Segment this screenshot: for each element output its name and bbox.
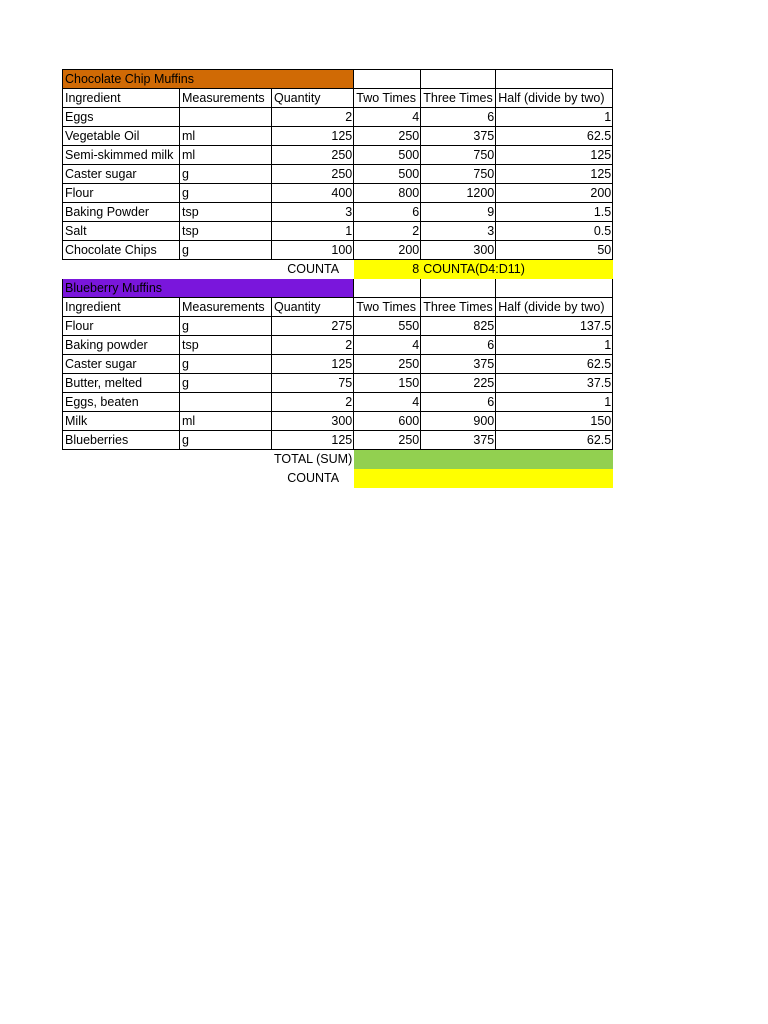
spreadsheet	[62, 69, 613, 488]
ingredient-cell[interactable]: Salt	[63, 222, 180, 241]
measurement-cell[interactable]: g	[180, 165, 272, 184]
half-cell[interactable]: 37.5	[496, 374, 613, 393]
measurement-cell[interactable]	[180, 108, 272, 127]
empty-cell[interactable]	[421, 279, 496, 298]
measurement-cell[interactable]: g	[180, 317, 272, 336]
table-row	[63, 317, 613, 336]
measurement-cell[interactable]: g	[180, 355, 272, 374]
measurement-cell[interactable]: g	[180, 431, 272, 450]
two-times-cell[interactable]: 500	[354, 146, 421, 165]
three-times-cell[interactable]: 300	[421, 241, 496, 260]
blue-counta-label[interactable]: COUNTA	[287, 471, 340, 485]
ingredient-cell[interactable]: Baking powder	[63, 336, 180, 355]
ingredient-cell[interactable]: Caster sugar	[63, 165, 180, 184]
quantity-cell[interactable]: 300	[272, 412, 354, 431]
header-three-times[interactable]: Three Times	[421, 298, 496, 317]
table-row	[63, 412, 613, 431]
choc-title-row	[63, 70, 613, 89]
quantity-cell[interactable]: 250	[272, 165, 354, 184]
half-cell[interactable]: 62.5	[496, 127, 613, 146]
header-quantity[interactable]: Quantity	[272, 298, 354, 317]
empty-cell[interactable]	[63, 450, 180, 469]
half-cell[interactable]: 0.5	[496, 222, 613, 241]
quantity-cell[interactable]: 275	[272, 317, 354, 336]
header-ingredient[interactable]: Ingredient	[63, 89, 180, 108]
header-half[interactable]: Half (divide by two)	[496, 89, 613, 108]
half-cell[interactable]: 1	[496, 393, 613, 412]
half-cell[interactable]: 125	[496, 165, 613, 184]
measurement-cell[interactable]: ml	[180, 412, 272, 431]
quantity-cell[interactable]: 75	[272, 374, 354, 393]
quantity-cell[interactable]: 1	[272, 222, 354, 241]
quantity-cell[interactable]: 2	[272, 393, 354, 412]
table-row	[63, 374, 613, 393]
ingredient-cell[interactable]: Milk	[63, 412, 180, 431]
quantity-cell[interactable]: 125	[272, 431, 354, 450]
measurement-cell[interactable]	[180, 393, 272, 412]
ingredient-cell[interactable]: Flour	[63, 184, 180, 203]
three-times-cell[interactable]: 900	[421, 412, 496, 431]
blue-title[interactable]: Blueberry Muffins	[63, 279, 354, 298]
two-times-cell[interactable]: 550	[354, 317, 421, 336]
half-cell[interactable]: 137.5	[496, 317, 613, 336]
three-times-cell[interactable]: 375	[421, 431, 496, 450]
quantity-cell[interactable]: 2	[272, 108, 354, 127]
two-times-cell[interactable]: 600	[354, 412, 421, 431]
choc-counta-value[interactable]: 8	[354, 260, 421, 279]
two-times-cell[interactable]: 150	[354, 374, 421, 393]
empty-cell[interactable]	[421, 70, 496, 89]
two-times-cell[interactable]: 800	[354, 184, 421, 203]
header-two-times[interactable]: Two Times	[354, 298, 421, 317]
three-times-cell[interactable]: 6	[421, 336, 496, 355]
quantity-cell[interactable]: 2	[272, 336, 354, 355]
table-row	[63, 222, 613, 241]
choc-title[interactable]: Chocolate Chip Muffins	[63, 70, 354, 89]
half-cell[interactable]: 62.5	[496, 355, 613, 374]
quantity-cell[interactable]: 400	[272, 184, 354, 203]
ingredient-cell[interactable]: Baking Powder	[63, 203, 180, 222]
measurement-cell[interactable]: g	[180, 374, 272, 393]
empty-cell[interactable]	[180, 260, 272, 279]
table-row	[63, 184, 613, 203]
half-cell[interactable]: 62.5	[496, 431, 613, 450]
header-ingredient[interactable]: Ingredient	[63, 298, 180, 317]
three-times-cell[interactable]: 6	[421, 393, 496, 412]
two-times-cell[interactable]: 250	[354, 355, 421, 374]
three-times-cell[interactable]: 9	[421, 203, 496, 222]
two-times-cell[interactable]: 6	[354, 203, 421, 222]
measurement-cell[interactable]: g	[180, 241, 272, 260]
three-times-cell[interactable]: 6	[421, 108, 496, 127]
recipe-table-body	[63, 70, 613, 488]
two-times-cell[interactable]: 2	[354, 222, 421, 241]
measurement-cell[interactable]: ml	[180, 127, 272, 146]
ingredient-cell[interactable]: Eggs, beaten	[63, 393, 180, 412]
measurement-cell[interactable]: ml	[180, 146, 272, 165]
half-cell[interactable]: 150	[496, 412, 613, 431]
ingredient-cell[interactable]: Flour	[63, 317, 180, 336]
blue-counta-row	[63, 469, 613, 488]
empty-cell[interactable]	[354, 70, 421, 89]
measurement-cell[interactable]: g	[180, 184, 272, 203]
ingredient-cell[interactable]: Caster sugar	[63, 355, 180, 374]
table-row	[63, 355, 613, 374]
three-times-cell[interactable]: 3	[421, 222, 496, 241]
table-row	[63, 203, 613, 222]
three-times-cell[interactable]: 1200	[421, 184, 496, 203]
empty-cell[interactable]	[63, 260, 180, 279]
blue-total-label[interactable]: TOTAL (SUM)	[274, 452, 353, 466]
quantity-cell[interactable]: 100	[272, 241, 354, 260]
measurement-cell[interactable]: tsp	[180, 203, 272, 222]
table-row	[63, 241, 613, 260]
three-times-cell[interactable]: 750	[421, 146, 496, 165]
two-times-cell[interactable]: 4	[354, 108, 421, 127]
measurement-cell[interactable]: tsp	[180, 222, 272, 241]
empty-cell[interactable]	[354, 279, 421, 298]
choc-header-row	[63, 89, 613, 108]
ingredient-cell[interactable]: Vegetable Oil	[63, 127, 180, 146]
quantity-cell[interactable]: 125	[272, 127, 354, 146]
three-times-cell[interactable]: 750	[421, 165, 496, 184]
table-row	[63, 431, 613, 450]
blue-title-row	[63, 279, 613, 298]
half-cell[interactable]: 1	[496, 108, 613, 127]
header-three-times[interactable]: Three Times	[421, 89, 496, 108]
choc-counta-label[interactable]: COUNTA	[287, 262, 340, 276]
table-row	[63, 165, 613, 184]
choc-counta-row	[63, 260, 613, 279]
quantity-cell[interactable]: 125	[272, 355, 354, 374]
two-times-cell[interactable]: 500	[354, 165, 421, 184]
choc-counta-formula[interactable]: COUNTA(D4:D11)	[421, 260, 613, 279]
blue-total-value[interactable]	[354, 450, 613, 469]
half-cell[interactable]: 200	[496, 184, 613, 203]
measurement-cell[interactable]: tsp	[180, 336, 272, 355]
table-row	[63, 127, 613, 146]
two-times-cell[interactable]: 250	[354, 127, 421, 146]
empty-cell[interactable]	[180, 450, 272, 469]
half-cell[interactable]: 1	[496, 336, 613, 355]
header-two-times[interactable]: Two Times	[354, 89, 421, 108]
ingredient-cell[interactable]: Eggs	[63, 108, 180, 127]
ingredient-cell[interactable]: Butter, melted	[63, 374, 180, 393]
blue-header-row	[63, 298, 613, 317]
header-half[interactable]: Half (divide by two)	[496, 298, 613, 317]
table-row	[63, 108, 613, 127]
ingredient-cell[interactable]: Blueberries	[63, 431, 180, 450]
table-row	[63, 336, 613, 355]
blue-total-row	[63, 450, 613, 469]
three-times-cell[interactable]: 225	[421, 374, 496, 393]
three-times-cell[interactable]: 825	[421, 317, 496, 336]
blue-counta-value[interactable]	[354, 469, 613, 488]
empty-cell[interactable]	[63, 469, 180, 488]
three-times-cell[interactable]: 375	[421, 355, 496, 374]
ingredient-cell[interactable]: Chocolate Chips	[63, 241, 180, 260]
ingredient-cell[interactable]: Semi-skimmed milk	[63, 146, 180, 165]
two-times-cell[interactable]: 4	[354, 393, 421, 412]
header-measurements[interactable]: Measurements	[180, 298, 272, 317]
empty-cell[interactable]	[180, 469, 272, 488]
empty-cell[interactable]	[496, 279, 613, 298]
quantity-cell[interactable]: 3	[272, 203, 354, 222]
empty-cell[interactable]	[496, 70, 613, 89]
header-measurements[interactable]: Measurements	[180, 89, 272, 108]
table-row	[63, 393, 613, 412]
half-cell[interactable]: 50	[496, 241, 613, 260]
two-times-cell[interactable]: 250	[354, 431, 421, 450]
two-times-cell[interactable]: 4	[354, 336, 421, 355]
half-cell[interactable]: 1.5	[496, 203, 613, 222]
table-row	[63, 146, 613, 165]
three-times-cell[interactable]: 375	[421, 127, 496, 146]
quantity-cell[interactable]: 250	[272, 146, 354, 165]
header-quantity[interactable]: Quantity	[272, 89, 354, 108]
two-times-cell[interactable]: 200	[354, 241, 421, 260]
half-cell[interactable]: 125	[496, 146, 613, 165]
recipe-table	[62, 69, 613, 488]
